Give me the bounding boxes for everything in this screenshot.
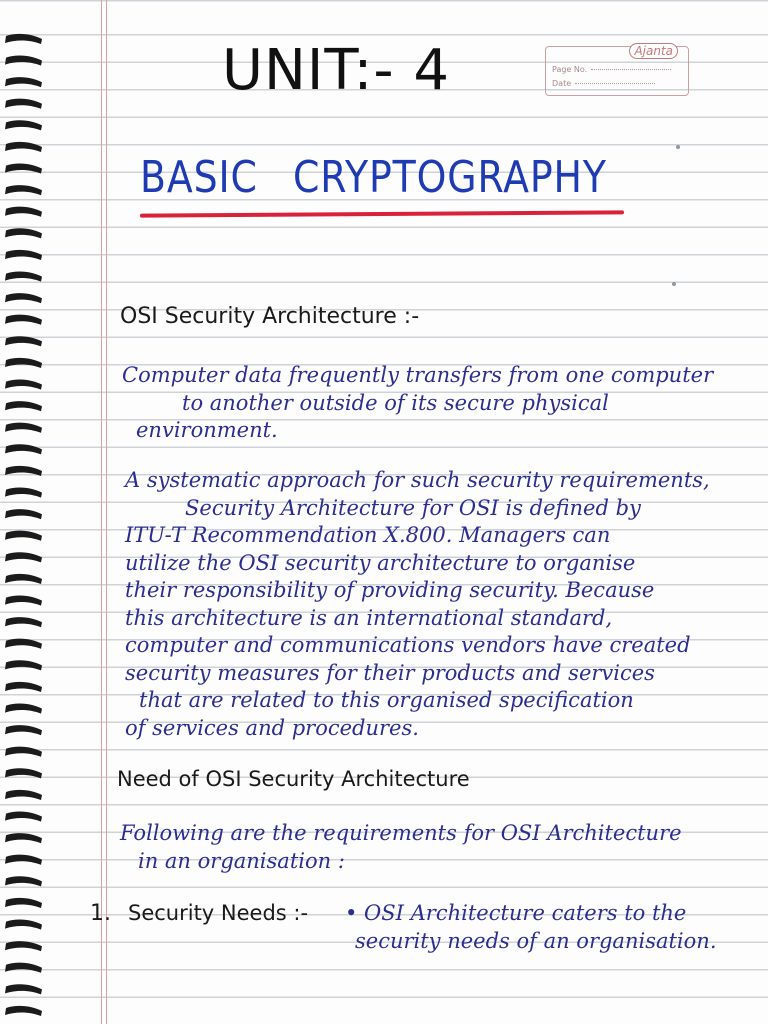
- spiral-coil: [5, 358, 42, 368]
- spiral-coil: [5, 768, 42, 778]
- text-line: A systematic approach for such security requirements,: [125, 468, 710, 492]
- spiral-coil: [5, 77, 42, 87]
- section-heading-osi: OSI Security Architecture :-: [120, 304, 420, 329]
- spiral-coil: [5, 703, 42, 713]
- title-underline: [140, 210, 624, 217]
- text-line: ITU-T Recommendation X.800. Managers can: [125, 523, 611, 547]
- margin-line: [101, 0, 102, 1024]
- spiral-coil: [5, 142, 42, 152]
- spiral-coil: [5, 876, 42, 886]
- date-label: Date: [552, 79, 572, 88]
- spiral-coil: [5, 1006, 42, 1016]
- text-line: Computer data frequently transfers from one computer: [122, 363, 714, 387]
- unit-title: UNIT:- 4: [222, 38, 450, 103]
- spiral-coil: [5, 963, 42, 973]
- spiral-coil: [5, 682, 42, 692]
- spiral-coil: [5, 833, 42, 843]
- text-line: of services and procedures.: [125, 715, 419, 740]
- list-item-text: security needs of an organisation.: [355, 929, 717, 953]
- spiral-coil: [5, 163, 42, 173]
- spiral-coil: [5, 595, 42, 605]
- spiral-coil: [5, 423, 42, 433]
- spiral-coil: [5, 855, 42, 865]
- spiral-coil: [5, 250, 42, 260]
- spiral-coil: [5, 487, 42, 497]
- list-item-number: 1.: [90, 901, 111, 926]
- spiral-coil: [5, 207, 42, 217]
- spiral-coil: [5, 660, 42, 670]
- text-line: environment.: [136, 418, 278, 442]
- page-number-box: [545, 46, 689, 96]
- brand-logo: Ajanta: [629, 43, 678, 59]
- page-no-row: [552, 65, 671, 74]
- spiral-coil: [5, 811, 42, 821]
- spiral-coil: [5, 401, 42, 411]
- list-item-label: Security Needs :-: [128, 901, 309, 925]
- text-line: utilize the OSI security architecture to organise: [125, 550, 636, 575]
- spiral-coil: [5, 99, 42, 109]
- spiral-coil: [5, 790, 42, 800]
- spiral-coil: [5, 574, 42, 584]
- text-line: that are related to this organised specification: [139, 688, 634, 712]
- main-title: BASIC CRYPTOGRAPHY: [140, 152, 607, 203]
- spiral-coil: [5, 55, 42, 65]
- spiral-coil: [5, 120, 42, 130]
- spiral-coil: [5, 34, 42, 44]
- date-row: [552, 79, 655, 88]
- spiral-coil: [5, 271, 42, 281]
- spiral-coil: [5, 725, 42, 735]
- page-speck: [672, 282, 676, 286]
- spiral-coil: [5, 531, 42, 541]
- spiral-coil: [5, 293, 42, 303]
- page-no-label: Page No.: [552, 65, 588, 74]
- spiral-coil: [5, 509, 42, 519]
- spiral-coil: [5, 444, 42, 454]
- spiral-coil: [5, 185, 42, 195]
- spiral-coil: [5, 898, 42, 908]
- section-heading-need: Need of OSI Security Architecture: [117, 767, 470, 791]
- list-item-text: • OSI Architecture caters to the: [345, 901, 687, 925]
- spiral-coil: [5, 919, 42, 929]
- spiral-coil: [5, 639, 42, 649]
- spiral-coil: [5, 228, 42, 238]
- text-line: Security Architecture for OSI is defined by: [185, 495, 641, 520]
- page-speck: [676, 145, 680, 149]
- text-line: their responsibility of providing security. Because: [125, 578, 655, 602]
- paragraph-3: [120, 820, 682, 875]
- spiral-coil: [5, 552, 42, 562]
- text-line: to another outside of its secure physical: [182, 390, 609, 415]
- spiral-coil: [5, 379, 42, 389]
- text-line: computer and communications vendors have created: [125, 633, 691, 657]
- paragraph-2: [125, 467, 710, 742]
- spiral-binding: [0, 0, 60, 1024]
- spiral-coil: [5, 466, 42, 476]
- text-line: Following are the requirements for OSI Architecture: [120, 821, 682, 845]
- paragraph-1: [122, 362, 713, 445]
- spiral-coil: [5, 336, 42, 346]
- margin-line: [106, 0, 107, 1024]
- text-line: this architecture is an international standard,: [125, 605, 613, 630]
- spiral-coil: [5, 747, 42, 757]
- spiral-coil: [5, 984, 42, 994]
- spiral-coil: [5, 315, 42, 325]
- text-line: in an organisation :: [138, 848, 345, 873]
- spiral-coil: [5, 617, 42, 627]
- spiral-coil: [5, 941, 42, 951]
- text-line: security measures for their products and services: [125, 660, 655, 685]
